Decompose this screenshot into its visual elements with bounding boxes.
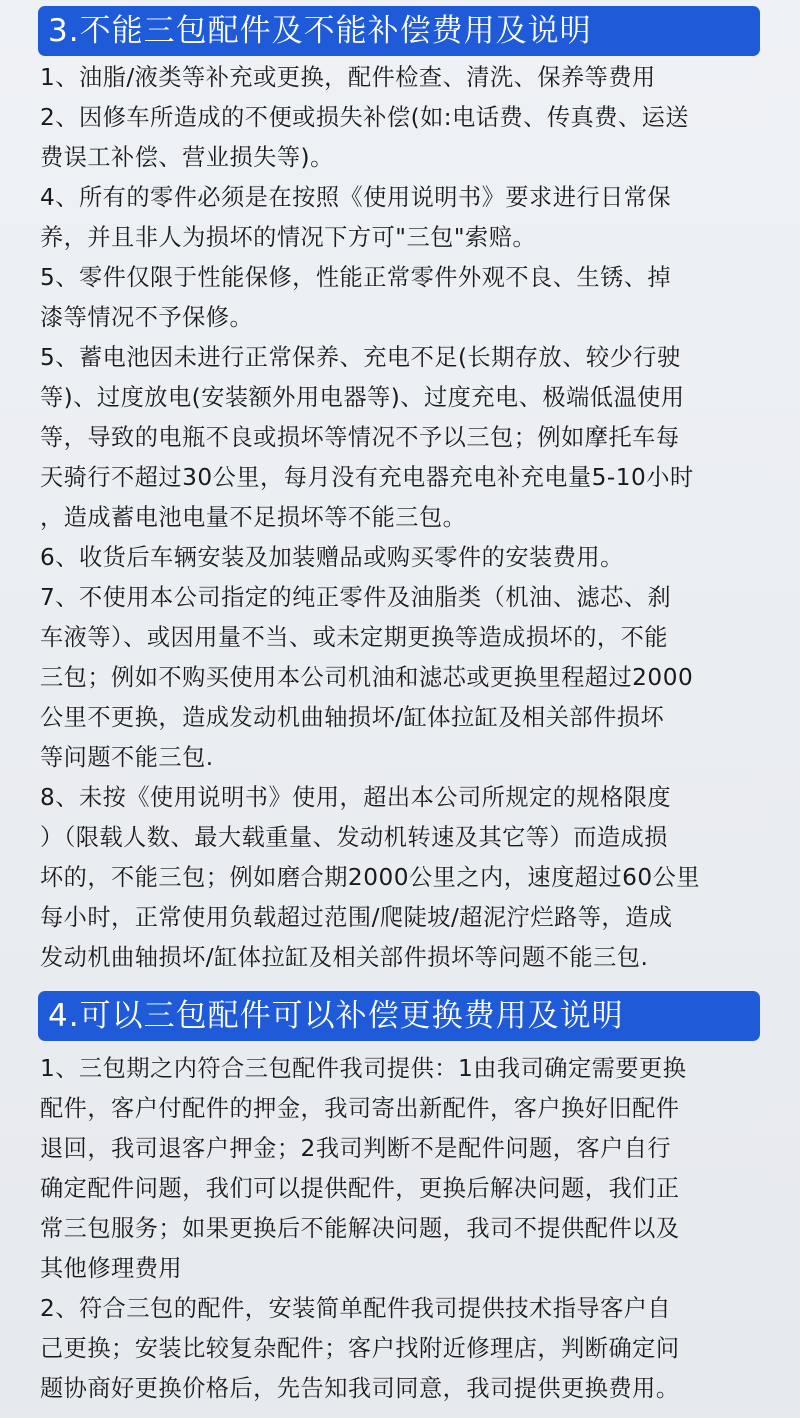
text-line: 5、零件仅限于性能保修，性能正常零件外观不良、生锈、掉 — [40, 264, 672, 291]
text-line: 常三包服务；如果更换后不能解决问题，我司不提供配件以及 — [40, 1215, 680, 1242]
text-line: 费误工补偿、营业损失等)。 — [40, 144, 334, 171]
text-line: 4、所有的零件必须是在按照《使用说明书》要求进行日常保 — [40, 184, 672, 211]
text-line: 等)、过度放电(安装额外用电器等)、过度充电、极端低温使用 — [40, 384, 685, 411]
text-line: 其他修理费用 — [40, 1255, 183, 1282]
text-line: 7、不使用本公司指定的纯正零件及油脂类（机油、滤芯、刹 — [40, 584, 672, 611]
text-line: 天骑行不超过30公里，每月没有充电器充电补充电量5-10小时 — [40, 464, 694, 491]
text-line: 公里不更换，造成发动机曲轴损坏/缸体拉缸及相关部件损坏 — [40, 704, 665, 731]
text-line: 1、三包期之内符合三包配件我司提供：1由我司确定需要更换 — [40, 1055, 687, 1082]
text-line: 坏的，不能三包；例如磨合期2000公里之内，速度超过60公里 — [40, 864, 701, 891]
text-line: 1、油脂/液类等补充或更换，配件检查、清洗、保养等费用 — [40, 64, 656, 91]
text-line: ，造成蓄电池电量不足损坏等不能三包。 — [40, 504, 467, 531]
text-line: 8、未按《使用说明书》使用，超出本公司所规定的规格限度 — [40, 784, 672, 811]
text-line: 5、蓄电池因未进行正常保养、充电不足(长期存放、较少行驶 — [40, 344, 681, 371]
section-4-title: 4.可以三包配件可以补偿更换费用及说明 — [38, 991, 760, 1041]
text-line: 退回，我司退客户押金；2我司判断不是配件问题，客户自行 — [40, 1135, 672, 1162]
text-line: 养，并且非人为损坏的情况下方可"三包"索赔。 — [40, 224, 537, 251]
text-line: 每小时，正常使用负载超过范围/爬陡坡/超泥泞烂路等，造成 — [40, 904, 673, 931]
section-3-title: 3.不能三包配件及不能补偿费用及说明 — [38, 6, 760, 56]
text-line: 车液等）、或因用量不当、或未定期更换等造成损坏的，不能 — [40, 624, 668, 651]
text-line: 6、收货后车辆安装及加装赠品或购买零件的安装费用。 — [40, 544, 624, 571]
text-line: 漆等情况不予保修。 — [40, 304, 254, 331]
text-line: 题协商好更换价格后，先告知我司同意，我司提供更换费用。 — [40, 1375, 680, 1402]
text-line: ）（限载人数、最大载重量、发动机转速及其它等）而造成损 — [40, 824, 668, 851]
text-line: 三包；例如不购买使用本公司机油和滤芯或更换里程超过2000 — [40, 664, 694, 691]
text-line: 等问题不能三包. — [40, 744, 214, 771]
text-line: 确定配件问题，我们可以提供配件，更换后解决问题，我们正 — [40, 1175, 680, 1202]
text-line: 配件，客户付配件的押金，我司寄出新配件，客户换好旧配件 — [40, 1095, 680, 1122]
section-4-body — [40, 1049, 770, 1409]
text-line: 己更换；安装比较复杂配件；客户找附近修理店，判断确定问 — [40, 1335, 680, 1362]
text-line: 发动机曲轴损坏/缸体拉缸及相关部件损坏等问题不能三包. — [40, 944, 649, 971]
section-3-body — [40, 58, 770, 978]
text-line: 等，导致的电瓶不良或损坏等情况不予以三包；例如摩托车每 — [40, 424, 680, 451]
text-line: 2、符合三包的配件，安装简单配件我司提供技术指导客户自 — [40, 1295, 672, 1322]
text-line: 2、因修车所造成的不便或损失补偿(如:电话费、传真费、运送 — [40, 104, 689, 131]
